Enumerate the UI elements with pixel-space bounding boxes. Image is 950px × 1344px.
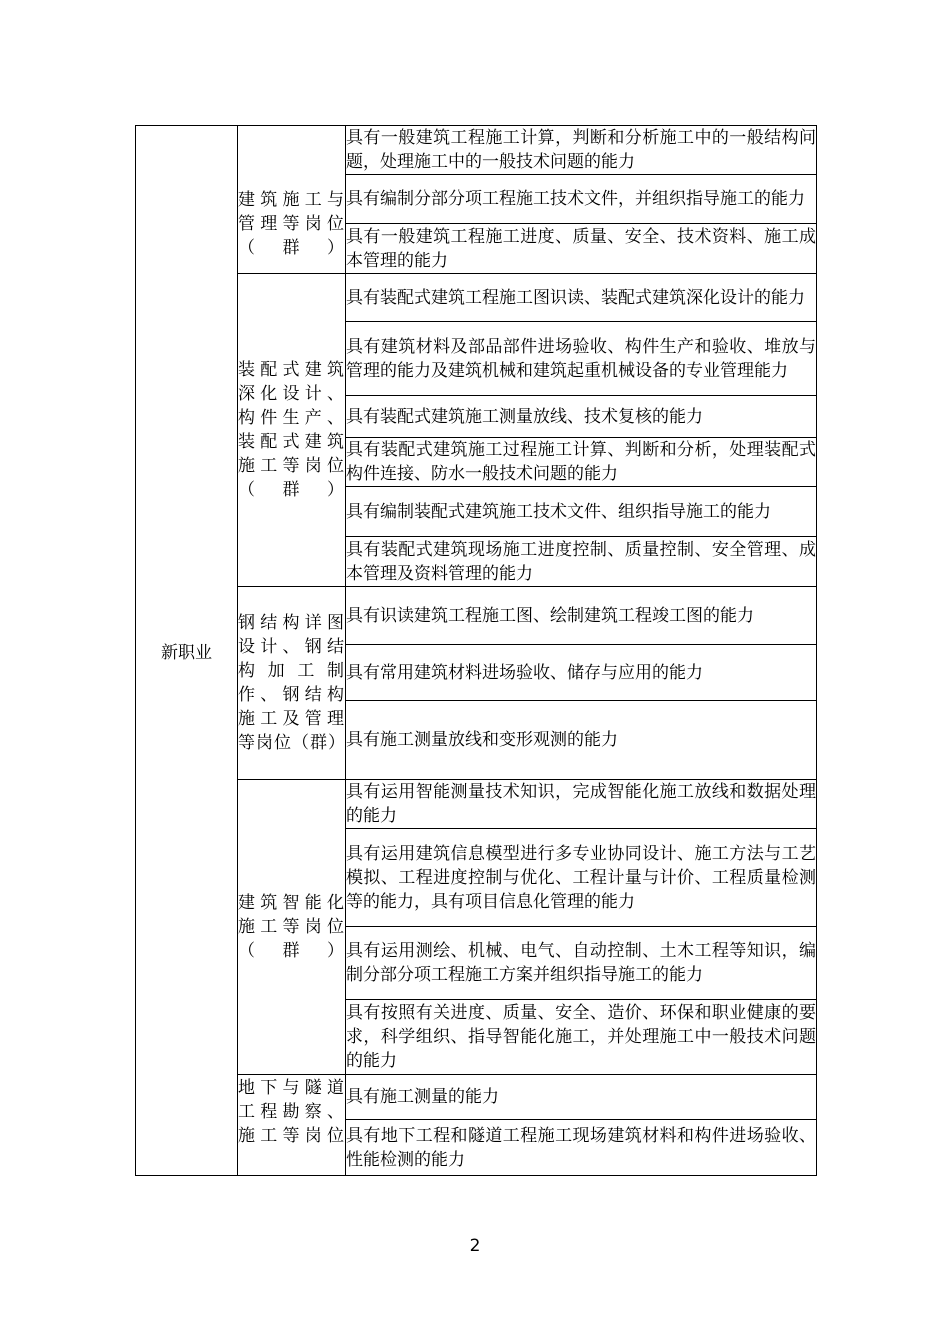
ability-cell: 具有识读建筑工程施工图、绘制建筑工程竣工图的能力: [346, 587, 817, 645]
ability-cell: 具有施工测量放线和变形观测的能力: [346, 701, 817, 780]
category-cell: 新职业: [136, 126, 238, 1176]
page-number: 2: [469, 1236, 481, 1256]
ability-cell: 具有运用智能测量技术知识，完成智能化施工放线和数据处理的能力: [346, 780, 817, 829]
ability-cell: 具有编制分部分项工程施工技术文件，并组织指导施工的能力: [346, 175, 817, 224]
table-row: [136, 780, 817, 829]
ability-cell: 具有一般建筑工程施工进度、质量、安全、技术资料、施工成本管理的能力: [346, 224, 817, 274]
ability-cell: 具有装配式建筑施工测量放线、技术复核的能力: [346, 396, 817, 438]
role-cell-prefabricated-building: [238, 274, 346, 587]
ability-cell: 具有地下工程和隧道工程施工现场建筑材料和构件进场验收、性能检测的能力: [346, 1120, 817, 1176]
occupation-ability-table: [135, 125, 817, 1176]
ability-cell: 具有运用建筑信息模型进行多专业协同设计、施工方法与工艺模拟、工程进度控制与优化、工程计量与计价、工程质量检测等的能力，具有项目信息化管理的能力: [346, 829, 817, 927]
ability-cell: 具有施工测量的能力: [346, 1075, 817, 1120]
ability-cell: 具有编制装配式建筑施工技术文件、组织指导施工的能力: [346, 487, 817, 537]
role-label: 建筑施工与管理等岗位（群）: [238, 189, 345, 258]
table-row: [136, 1075, 817, 1120]
role-cell-intelligent-construction: [238, 780, 346, 1075]
ability-cell: 具有装配式建筑工程施工图识读、装配式建筑深化设计的能力: [346, 274, 817, 322]
table-row: [136, 274, 817, 322]
table-row: [136, 587, 817, 645]
role-label: 地下与隧道工程勘察、施工等岗位: [238, 1078, 345, 1146]
ability-cell: 具有建筑材料及部品部件进场验收、构件生产和验收、堆放与管理的能力及建筑机械和建筑起重机械设备的专业管理能力: [346, 322, 817, 396]
table-row: [136, 126, 817, 175]
role-label: 钢结构详图设计、钢结构加工制作、钢结构施工及管理等岗位（群）: [238, 613, 346, 753]
ability-cell: 具有装配式建筑施工过程施工计算、判断和分析，处理装配式构件连接、防水一般技术问题的能力: [346, 438, 817, 487]
ability-cell: 具有运用测绘、机械、电气、自动控制、土木工程等知识，编制分部分项工程施工方案并组织指导施工的能力: [346, 927, 817, 1000]
role-label: 建筑智能化施工等岗位（群）: [238, 893, 345, 961]
ability-cell: 具有按照有关进度、质量、安全、造价、环保和职业健康的要求，科学组织、指导智能化施工，并处理施工中一般技术问题的能力: [346, 1000, 817, 1075]
role-label: 装配式建筑深化设计、构件生产、装配式建筑施工等岗位（群）: [238, 360, 345, 500]
role-cell-construction-management: [238, 126, 346, 274]
role-cell-steel-structure: [238, 587, 346, 780]
ability-cell: 具有装配式建筑现场施工进度控制、质量控制、安全管理、成本管理及资料管理的能力: [346, 537, 817, 587]
role-cell-underground-tunnel: [238, 1075, 346, 1176]
ability-cell: 具有常用建筑材料进场验收、储存与应用的能力: [346, 645, 817, 701]
ability-cell: 具有一般建筑工程施工计算，判断和分析施工中的一般结构问题，处理施工中的一般技术问题的能力: [346, 126, 817, 175]
